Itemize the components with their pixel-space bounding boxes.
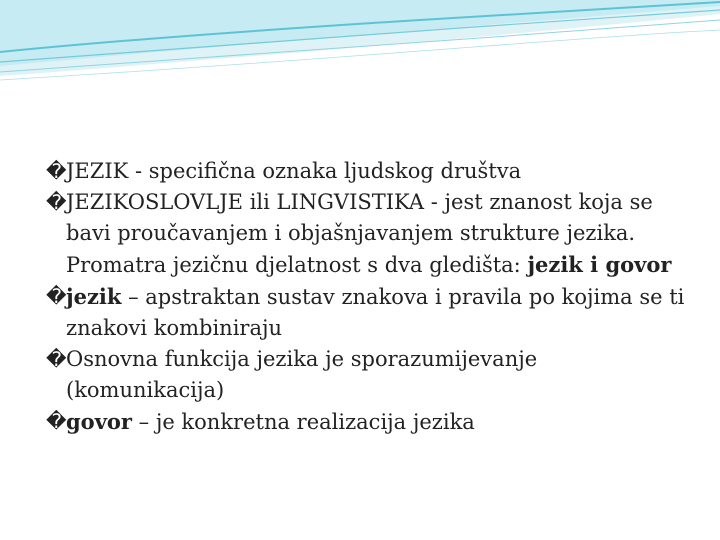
bullet-bold-term: jezik xyxy=(66,284,122,309)
bullet-bold-term: govor xyxy=(66,409,132,434)
bullet-text: Osnovna funkcija jezika je sporazumijevanje (komunikacija) xyxy=(66,347,538,402)
bullet-text: – apstraktan sustav znakova i pravila po kojima se ti znakovi kombiniraju xyxy=(66,285,685,340)
bullet-list xyxy=(46,156,696,438)
bullet-glyph: � xyxy=(46,159,67,183)
bullet-item-funkcija xyxy=(46,344,696,406)
header-wave-decoration xyxy=(0,0,720,110)
bullet-item-jezikoslovlje xyxy=(46,187,696,281)
bullet-item-jezik-definition xyxy=(46,156,696,187)
bullet-text: JEZIK - specifična oznaka ljudskog društva xyxy=(66,159,522,183)
bullet-glyph: � xyxy=(46,409,67,433)
bullet-bold-text: jezik i govor xyxy=(527,252,672,277)
bullet-glyph: � xyxy=(46,284,67,308)
bullet-glyph: � xyxy=(46,190,67,214)
bullet-text: – je konkretna realizacija jezika xyxy=(131,410,475,434)
bullet-item-jezik xyxy=(46,281,696,344)
bullet-glyph: � xyxy=(46,347,67,371)
bullet-text: JEZIKOSLOVLJE ili LINGVISTIKA - jest znanost koja se bavi proučavanjem i objašnjavanjem strukture jezika. Promatra jezičnu djelatnost s dva gledišta: xyxy=(66,190,653,277)
bullet-item-govor xyxy=(46,406,696,438)
